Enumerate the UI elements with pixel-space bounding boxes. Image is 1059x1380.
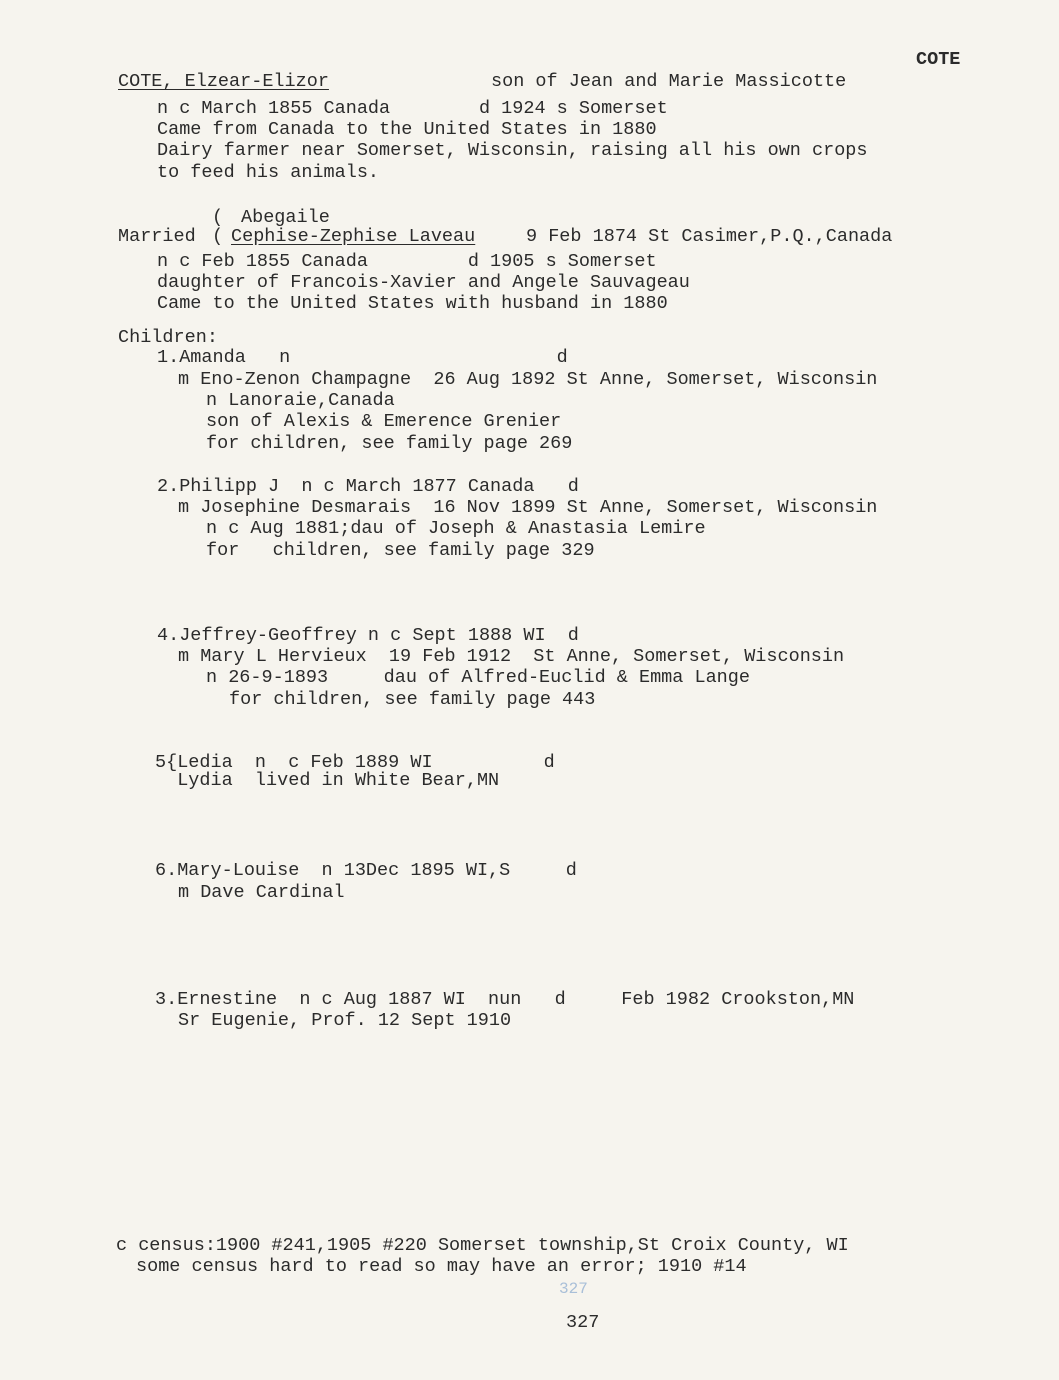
spouse-bracket: ( xyxy=(212,226,224,247)
child-entry: 1.Amanda n d xyxy=(157,347,568,368)
child-spouse-birth: n 26-9-1893 dau of Alfred-Euclid & Emma Lange xyxy=(206,667,750,688)
child-spouse-birth: n Lanoraie,Canada xyxy=(206,390,395,411)
child-spouse-parents: son of Alexis & Emerence Grenier xyxy=(206,411,562,432)
subject-note: to feed his animals. xyxy=(157,162,380,183)
family-header: COTE xyxy=(916,49,961,70)
child-family-ref: for children, see family page 443 xyxy=(229,689,596,710)
child-marriage: m Josephine Desmarais 16 Nov 1899 St Anne, Somerset, Wisconsin xyxy=(178,497,878,518)
page-number: 327 xyxy=(566,1312,600,1333)
spouse-alt-name: Abegaile xyxy=(241,207,330,228)
faint-stamp: 327 xyxy=(559,1280,588,1298)
spouse-vitals: n c Feb 1855 Canada d 1905 s Somerset xyxy=(157,251,657,272)
child-entry: 4.Jeffrey-Geoffrey n c Sept 1888 WI d xyxy=(157,625,579,646)
child-marriage: m Mary L Hervieux 19 Feb 1912 St Anne, Somerset, Wisconsin xyxy=(178,646,845,667)
child-entry: 2.Philipp J n c March 1877 Canada d xyxy=(157,476,579,497)
subject-parents: son of Jean and Marie Massicotte xyxy=(491,71,847,92)
married-label: Married xyxy=(118,226,196,247)
spouse-name: Cephise-Zephise Laveau xyxy=(231,226,476,247)
child-family-ref: for children, see family page 329 xyxy=(206,540,595,561)
children-label: Children: xyxy=(118,327,218,348)
subject-note: Dairy farmer near Somerset, Wisconsin, raising all his own crops xyxy=(157,140,868,161)
spouse-bracket: ( xyxy=(212,207,224,228)
child-entry: 6.Mary-Louise n 13Dec 1895 WI,S d xyxy=(155,860,577,881)
subject-name: COTE, Elzear-Elizor xyxy=(118,71,329,92)
child-entry: 5{Ledia n c Feb 1889 WI d xyxy=(155,752,555,773)
child-marriage: m Dave Cardinal xyxy=(178,882,345,903)
spouse-note: Came to the United States with husband in 1880 xyxy=(157,293,668,314)
child-note: Lydia lived in White Bear,MN xyxy=(155,770,500,791)
subject-note: Came from Canada to the United States in 1880 xyxy=(157,119,657,140)
marriage-record: 9 Feb 1874 St Casimer,P.Q.,Canada xyxy=(526,226,893,247)
spouse-parents: daughter of Francois-Xavier and Angele Sauvageau xyxy=(157,272,690,293)
child-note: Sr Eugenie, Prof. 12 Sept 1910 xyxy=(178,1010,512,1031)
subject-vitals: n c March 1855 Canada d 1924 s Somerset xyxy=(157,98,668,119)
child-entry: 3.Ernestine n c Aug 1887 WI nun d Feb 1982 Crookston,MN xyxy=(155,989,855,1010)
child-family-ref: for children, see family page 269 xyxy=(206,433,573,454)
census-note: some census hard to read so may have an error; 1910 #14 xyxy=(136,1256,747,1277)
child-marriage: m Eno-Zenon Champagne 26 Aug 1892 St Anne, Somerset, Wisconsin xyxy=(178,369,878,390)
child-spouse-birth: n c Aug 1881;dau of Joseph & Anastasia Lemire xyxy=(206,518,706,539)
census-note: c census:1900 #241,1905 #220 Somerset township,St Croix County, WI xyxy=(116,1235,849,1256)
